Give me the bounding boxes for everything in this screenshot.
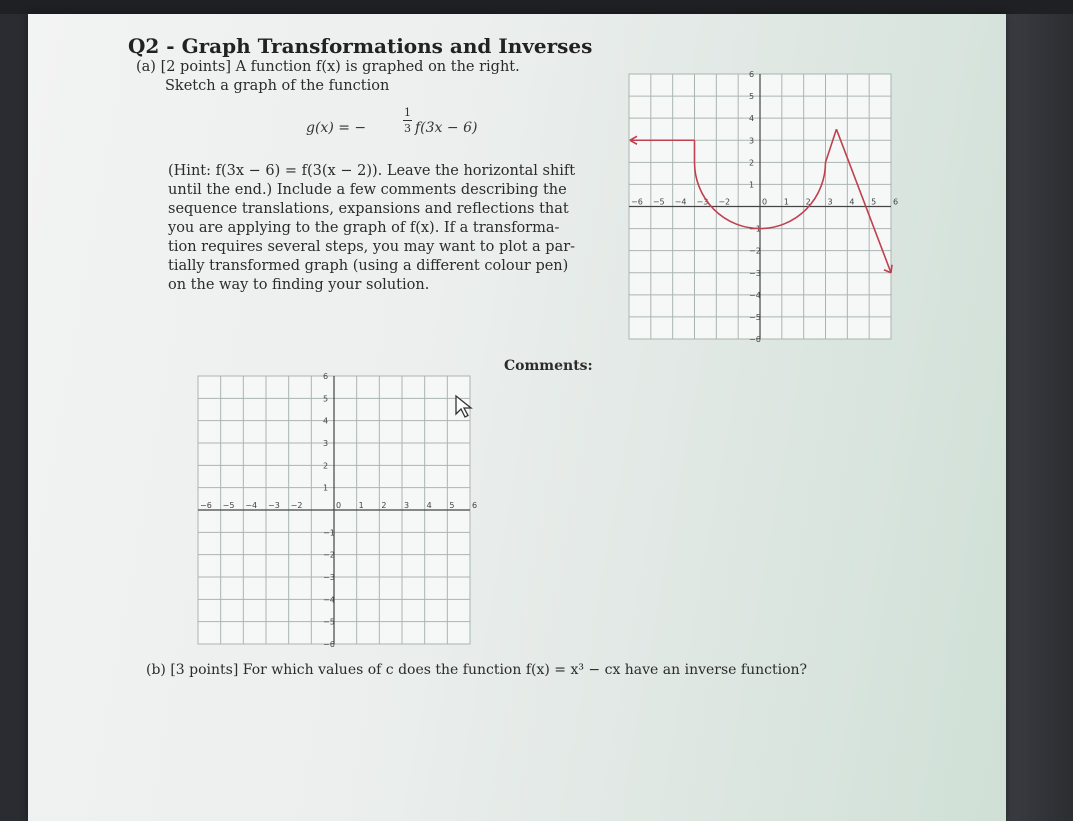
x-tick-label: −3 [696,197,709,207]
x-tick-label: 1 [358,501,364,510]
y-tick-label: 1 [749,180,755,190]
monitor-bezel [1002,14,1073,821]
equation-right: f(3x − 6) [415,120,478,136]
x-tick-label: −5 [222,501,235,510]
y-tick-label: −5 [323,617,335,627]
x-tick-label: 6 [893,197,899,207]
y-tick-label: 3 [749,136,755,146]
x-tick-label: −4 [674,197,687,207]
part-a-line1: (a) [2 points] A function f(x) is graphed on the right. [136,59,520,75]
equation-left: g(x) = − [306,120,367,136]
monitor-top-edge [0,0,1073,14]
equation-fraction [403,106,412,135]
x-tick-label: 1 [783,197,789,207]
x-tick-label: −4 [245,501,258,510]
x-tick-label: 2 [381,501,387,510]
answer-grid[interactable] [198,372,478,649]
x-tick-label: −6 [631,197,643,207]
hint-line-2: until the end.) Include a few comments describing the [168,182,567,198]
mouse-pointer-icon [454,394,474,420]
x-tick-label: 6 [472,501,478,510]
y-tick-label: 5 [323,394,329,404]
hint-line-7: on the way to finding your solution. [168,277,430,293]
y-tick-label: −3 [749,268,761,278]
fraction-denominator: 3 [404,122,411,135]
y-tick-label: −1 [749,224,761,234]
x-tick-label: −6 [200,501,212,510]
y-tick-label: −6 [323,640,335,649]
y-tick-label: −5 [749,312,761,322]
y-tick-label: 6 [749,70,755,79]
hint-line-5: tion requires several steps, you may want to plot a par- [168,239,576,255]
document-page [28,14,1006,821]
hint-line-6: tially transformed graph (using a different colour pen) [168,258,569,274]
x-tick-label: −2 [290,501,303,510]
part-a-line2: Sketch a graph of the function [165,78,390,94]
x-tick-label: −3 [268,501,280,510]
y-tick-label: −4 [749,290,761,300]
part-b-question: (b) [3 points] For which values of c does the function f(x) = x³ − cx have an inverse function? [146,662,808,678]
graph-f-of-x [629,70,899,344]
x-tick-label: 4 [426,501,432,510]
hint-line-3: sequence translations, expansions and reflections that [168,201,569,217]
x-tick-label: 3 [404,501,410,510]
y-tick-label: 3 [323,439,329,448]
x-tick-label: 0 [762,197,768,207]
x-tick-label: 0 [336,501,342,510]
y-tick-label: 4 [323,416,329,426]
x-tick-label: 5 [449,501,455,510]
y-tick-label: 2 [323,461,329,471]
y-tick-label: 2 [749,158,755,168]
x-tick-label: 3 [827,197,833,207]
y-tick-label: −2 [323,550,335,560]
y-tick-label: −6 [749,335,761,344]
y-tick-label: −1 [323,528,335,538]
y-tick-label: 6 [323,372,329,381]
y-tick-label: 5 [749,92,755,102]
question-title: Q2 - Graph Transformations and Inverses [128,34,593,58]
x-tick-label: 2 [805,197,811,207]
hint-line-4: you are applying to the graph of f(x). If a transforma- [168,220,560,236]
hint-line-1: (Hint: f(3x − 6) = f(3(x − 2)). Leave the horizontal shift [168,163,576,179]
comments-label: Comments: [504,358,593,374]
x-tick-label: 5 [871,197,877,207]
x-tick-label: −2 [718,197,731,207]
y-tick-label: 4 [749,114,755,124]
y-tick-label: 1 [323,483,329,493]
x-tick-label: −5 [652,197,665,207]
x-tick-label: 4 [849,197,855,207]
y-tick-label: −2 [749,246,761,256]
fraction-numerator: 1 [404,106,411,119]
y-tick-label: −4 [323,595,335,605]
y-tick-label: −3 [323,573,335,582]
